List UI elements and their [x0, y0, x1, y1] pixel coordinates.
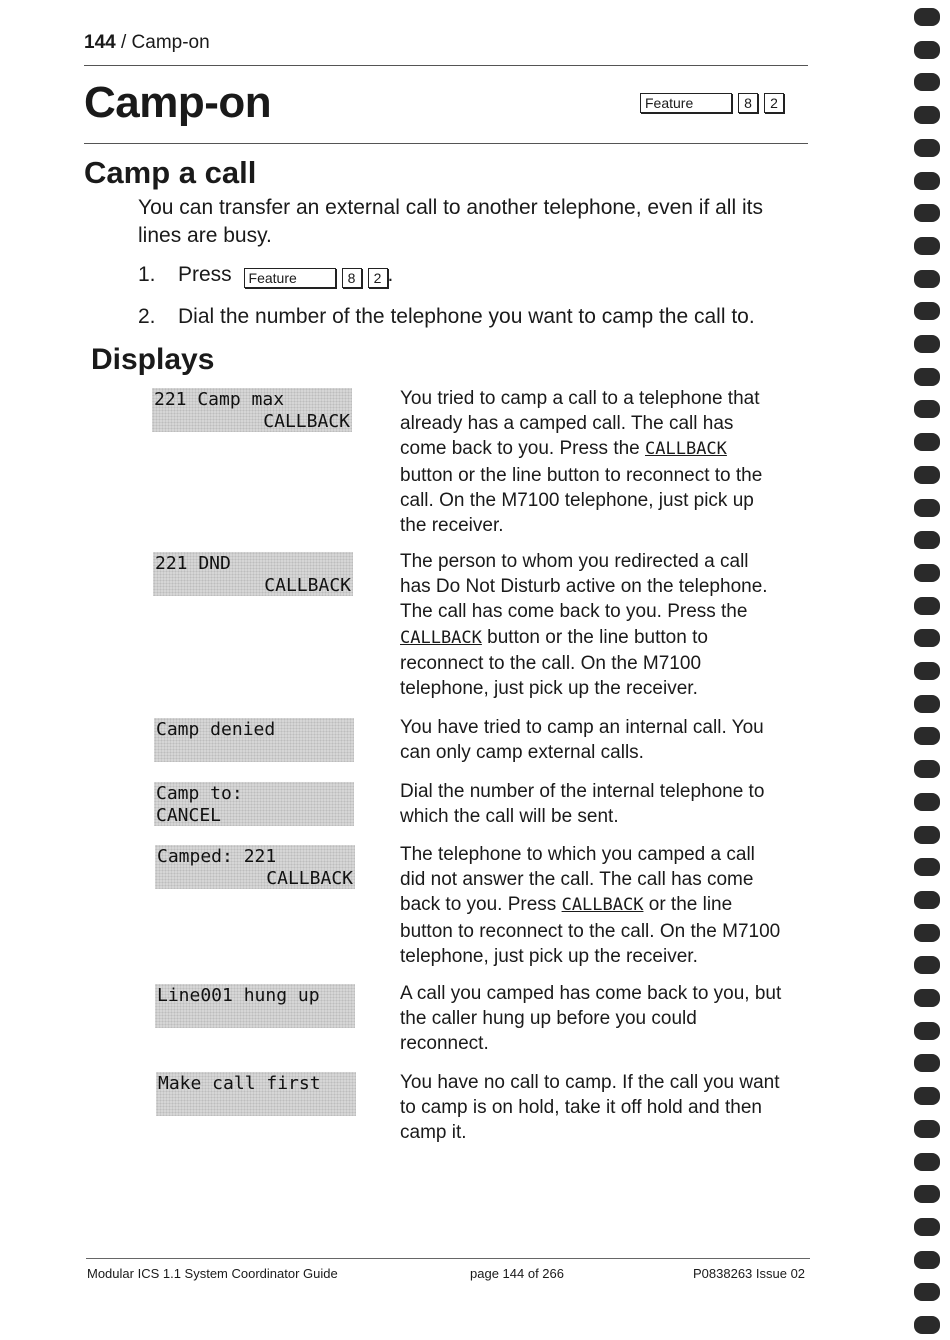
header-separator: /: [115, 32, 132, 53]
binding-hole-icon: [914, 924, 940, 942]
callback-softkey-label: CALLBACK: [645, 439, 727, 460]
header-rule: [84, 65, 808, 66]
display-screen: [155, 984, 355, 1028]
desc-line: [400, 892, 800, 918]
desc-line: telephone, just pick up the receiver.: [400, 945, 698, 967]
binding-hole-icon: [914, 1120, 940, 1138]
binding-hole-icon: [914, 499, 940, 517]
display-description: [400, 981, 800, 1057]
binding-hole-icon: [914, 891, 940, 909]
section-heading-camp-a-call: Camp a call: [84, 155, 257, 190]
display-screen: [152, 388, 352, 432]
title-key-sequence: [640, 93, 784, 113]
binding-hole-icon: [914, 1153, 940, 1171]
binding-hole-icon: [914, 695, 940, 713]
display-screen: [153, 552, 353, 596]
page-title: Camp-on: [84, 78, 272, 127]
display-line-1: 221 DND: [155, 553, 231, 574]
display-screen: [154, 782, 354, 826]
binding-hole-icon: [914, 564, 940, 582]
running-head: [84, 32, 210, 54]
desc-line: The call has come back to you. Press the: [400, 601, 748, 623]
binding-hole-icon: [914, 400, 940, 418]
display-line-1: Camp to:: [156, 783, 243, 804]
desc-line: The person to whom you redirected a call: [400, 551, 749, 572]
desc-text: button or the line button to: [481, 626, 708, 648]
step-end: .: [387, 263, 394, 286]
binding-hole-icon: [914, 1316, 940, 1334]
step-text: Press: [178, 263, 232, 286]
binding-hole-icon: [914, 1218, 940, 1236]
digit-key-8: 8: [342, 268, 362, 288]
intro-line: lines are busy.: [138, 224, 272, 247]
desc-line: telephone, just pick up the receiver.: [400, 678, 698, 700]
footer-rule: [86, 1258, 810, 1259]
desc-line: [400, 436, 800, 462]
desc-line: You tried to camp a call to a telephone that: [400, 388, 760, 409]
desc-text: back to you. Press: [400, 894, 562, 916]
step-number: 1.: [138, 263, 156, 286]
binding-holes: [910, 0, 950, 1340]
binding-hole-icon: [914, 1054, 940, 1072]
desc-line: the caller hung up before you could: [400, 1008, 697, 1030]
binding-hole-icon: [914, 466, 940, 484]
step-1: [138, 263, 393, 287]
display-description: [400, 386, 800, 538]
binding-hole-icon: [914, 597, 940, 615]
page-number: 144: [84, 32, 116, 53]
desc-line: camp it.: [400, 1122, 467, 1144]
binding-hole-icon: [914, 302, 940, 320]
display-screen: [156, 1072, 356, 1116]
binding-hole-icon: [914, 760, 940, 778]
feature-key: Feature: [244, 268, 336, 288]
binding-hole-icon: [914, 139, 940, 157]
binding-hole-icon: [914, 629, 940, 647]
intro-line: You can transfer an external call to another telephone, even if all its: [138, 196, 763, 219]
display-description: [400, 1070, 800, 1146]
binding-hole-icon: [914, 662, 940, 680]
feature-key: Feature: [640, 93, 732, 113]
desc-line: which the call will be sent.: [400, 806, 619, 828]
binding-hole-icon: [914, 335, 940, 353]
display-screen: [155, 845, 355, 889]
binding-hole-icon: [914, 989, 940, 1007]
digit-key-2: 2: [368, 268, 388, 288]
desc-line: The telephone to which you camped a call: [400, 844, 755, 865]
desc-line: already has a camped call. The call has: [400, 413, 734, 435]
desc-line: has Do Not Disturb active on the telephone.: [400, 576, 768, 598]
binding-hole-icon: [914, 41, 940, 59]
binding-hole-icon: [914, 1022, 940, 1040]
footer-page-count: page 144 of 266: [470, 1266, 564, 1281]
display-description: [400, 549, 800, 701]
display-line-2: CALLBACK: [264, 575, 351, 596]
step-key-sequence: [244, 268, 388, 288]
desc-text: or the line: [643, 894, 733, 916]
intro-paragraph: [138, 194, 763, 250]
display-description: [400, 779, 800, 829]
desc-line: reconnect to the call. On the M7100: [400, 652, 702, 674]
footer-part-number: P0838263 Issue 02: [693, 1266, 806, 1281]
binding-hole-icon: [914, 433, 940, 451]
display-line-1: 221 Camp max: [154, 389, 285, 410]
desc-line: the receiver.: [400, 515, 504, 537]
desc-line: button or the line button to reconnect to the: [400, 464, 763, 486]
desc-line: to camp is on hold, take it off hold and then: [400, 1097, 762, 1119]
step-2: [138, 305, 755, 329]
binding-hole-icon: [914, 172, 940, 190]
binding-hole-icon: [914, 531, 940, 549]
display-screen: [154, 718, 354, 762]
desc-line: You have tried to camp an internal call. You: [400, 717, 764, 738]
desc-line: Dial the number of the internal telephone to: [400, 781, 765, 802]
title-rule: [84, 143, 808, 144]
binding-hole-icon: [914, 727, 940, 745]
desc-line: button to reconnect to the call. On the M7100: [400, 920, 781, 942]
binding-hole-icon: [914, 237, 940, 255]
binding-hole-icon: [914, 106, 940, 124]
binding-hole-icon: [914, 858, 940, 876]
binding-hole-icon: [914, 270, 940, 288]
display-line-1: Make call first: [158, 1073, 321, 1094]
display-line-2: CALLBACK: [266, 868, 353, 889]
desc-line: call. On the M7100 telephone, just pick up: [400, 489, 754, 511]
display-description: [400, 842, 800, 969]
binding-hole-icon: [914, 73, 940, 91]
binding-hole-icon: [914, 204, 940, 222]
binding-hole-icon: [914, 8, 940, 26]
desc-line: reconnect.: [400, 1033, 489, 1055]
step-text: Dial the number of the telephone you want to camp the call to.: [178, 305, 755, 328]
display-line-2: CANCEL: [156, 805, 222, 826]
step-number: 2.: [138, 305, 156, 328]
digit-key-2: 2: [764, 93, 784, 113]
display-line-1: Camp denied: [156, 719, 276, 740]
binding-hole-icon: [914, 826, 940, 844]
desc-line: can only camp external calls.: [400, 742, 644, 764]
section-heading-displays: Displays: [91, 343, 215, 376]
desc-line: You have no call to camp. If the call you want: [400, 1072, 780, 1093]
desc-line: [400, 625, 800, 651]
binding-hole-icon: [914, 956, 940, 974]
binding-hole-icon: [914, 1185, 940, 1203]
binding-hole-icon: [914, 1251, 940, 1269]
desc-line: A call you camped has come back to you, but: [400, 983, 782, 1004]
display-description: [400, 715, 800, 765]
desc-line: did not answer the call. The call has come: [400, 869, 754, 891]
callback-softkey-label: CALLBACK: [400, 627, 482, 648]
callback-softkey-label: CALLBACK: [561, 895, 644, 916]
footer-guide-title: Modular ICS 1.1 System Coordinator Guide: [87, 1266, 338, 1281]
display-line-1: Camped: 221: [157, 846, 277, 867]
display-line-2: CALLBACK: [263, 411, 350, 432]
binding-hole-icon: [914, 793, 940, 811]
binding-hole-icon: [914, 368, 940, 386]
binding-hole-icon: [914, 1087, 940, 1105]
header-section: Camp-on: [131, 32, 210, 53]
desc-text: come back to you. Press the: [400, 438, 646, 460]
digit-key-8: 8: [738, 93, 758, 113]
binding-hole-icon: [914, 1283, 940, 1301]
display-line-1: Line001 hung up: [157, 985, 320, 1006]
